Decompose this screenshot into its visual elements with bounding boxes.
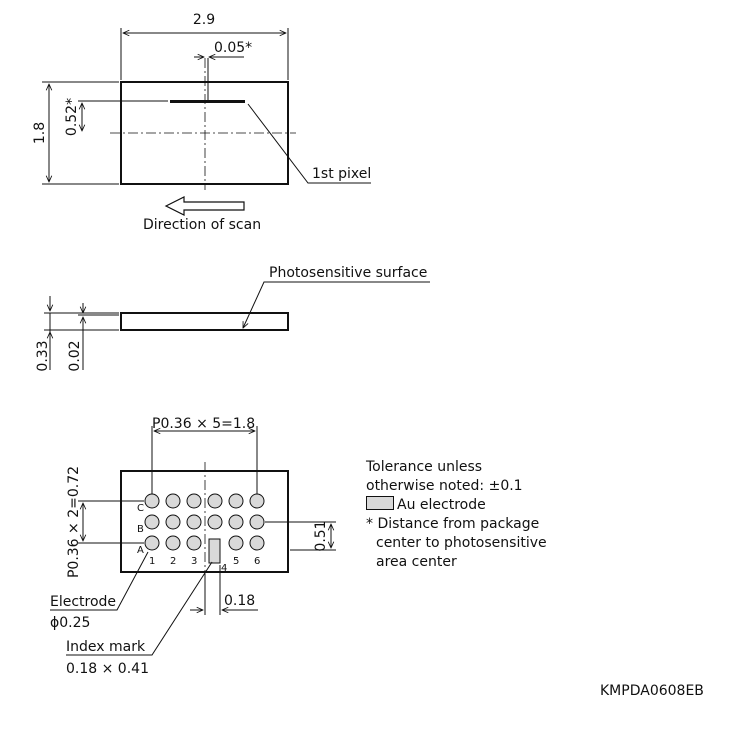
- electrode-pad: [166, 536, 180, 550]
- electrode-pad: [229, 494, 243, 508]
- column-label-6: 6: [254, 556, 261, 567]
- legend: [366, 458, 547, 572]
- row-label-b: B: [137, 524, 144, 535]
- au-electrode-swatch: [366, 496, 394, 510]
- bottom-view: [50, 416, 336, 677]
- scan-direction-arrow: [166, 197, 244, 215]
- electrode-grid: [145, 494, 264, 550]
- electrode-size-label: ϕ0.25: [50, 615, 91, 631]
- top-view: [32, 12, 371, 233]
- note-line-2: center to photosensitive: [376, 535, 547, 551]
- photosensitive-surface-leader: [243, 282, 430, 328]
- drawing-code: KMPDA0608EB: [600, 683, 704, 699]
- electrode-pad: [145, 536, 159, 550]
- row-label-a: A: [137, 545, 144, 556]
- electrode-pad: [166, 515, 180, 529]
- width-dim-label: 2.9: [192, 12, 216, 28]
- first-pixel-label: 1st pixel: [312, 166, 372, 182]
- thickness-dim-label: 0.33: [35, 340, 51, 372]
- electrode-pad: [145, 494, 159, 508]
- offset-x-dim-label: 0.05*: [214, 40, 253, 56]
- column-label-2: 2: [170, 556, 177, 567]
- row-label-c: C: [137, 503, 144, 514]
- pitch-y-dim-label: P0.36 × 2=0.72: [66, 465, 82, 579]
- electrode-pad: [187, 515, 201, 529]
- electrode-pad: [187, 536, 201, 550]
- electrode-pad: [229, 536, 243, 550]
- index-offset-dim-label: 0.18: [224, 593, 256, 609]
- column-label-5: 5: [233, 556, 240, 567]
- surface-dim-label: 0.02: [67, 340, 83, 372]
- electrode-pad: [208, 515, 222, 529]
- column-label-4: 4: [221, 563, 228, 574]
- electrode-pad: [229, 515, 243, 529]
- side-view: [35, 265, 430, 372]
- au-electrode-label: Au electrode: [397, 497, 486, 513]
- column-label-1: 1: [149, 556, 156, 567]
- tolerance-line-1: Tolerance unless: [366, 459, 483, 475]
- note-line-3: area center: [376, 554, 457, 570]
- height-dim-label: 1.8: [32, 121, 48, 145]
- photosensitive-surface-label: Photosensitive surface: [269, 265, 428, 281]
- au-electrode-legend: [366, 496, 547, 515]
- pitch-x-dim-label: P0.36 × 5=1.8: [152, 416, 256, 432]
- tolerance-line-2: otherwise noted: ±0.1: [366, 478, 523, 494]
- column-label-3: 3: [191, 556, 198, 567]
- index-mark-size-label: 0.18 × 0.41: [66, 661, 149, 677]
- electrode-pad: [145, 515, 159, 529]
- electrode-pad: [250, 494, 264, 508]
- scan-direction-label: Direction of scan: [143, 217, 262, 233]
- electrode-pad: [250, 536, 264, 550]
- index-mark-label: Index mark: [66, 639, 146, 655]
- electrode-pad: [187, 494, 201, 508]
- electrode-pad: [208, 494, 222, 508]
- index-mark: [209, 539, 220, 563]
- note-line-1: * Distance from package: [366, 516, 540, 532]
- electrode-pad: [166, 494, 180, 508]
- offset-y-dim-label: 0.52*: [64, 97, 80, 137]
- row-offset-dim-label: 0.51: [313, 520, 329, 552]
- side-view-package: [121, 313, 288, 330]
- electrode-pad: [250, 515, 264, 529]
- electrode-label: Electrode: [50, 594, 117, 610]
